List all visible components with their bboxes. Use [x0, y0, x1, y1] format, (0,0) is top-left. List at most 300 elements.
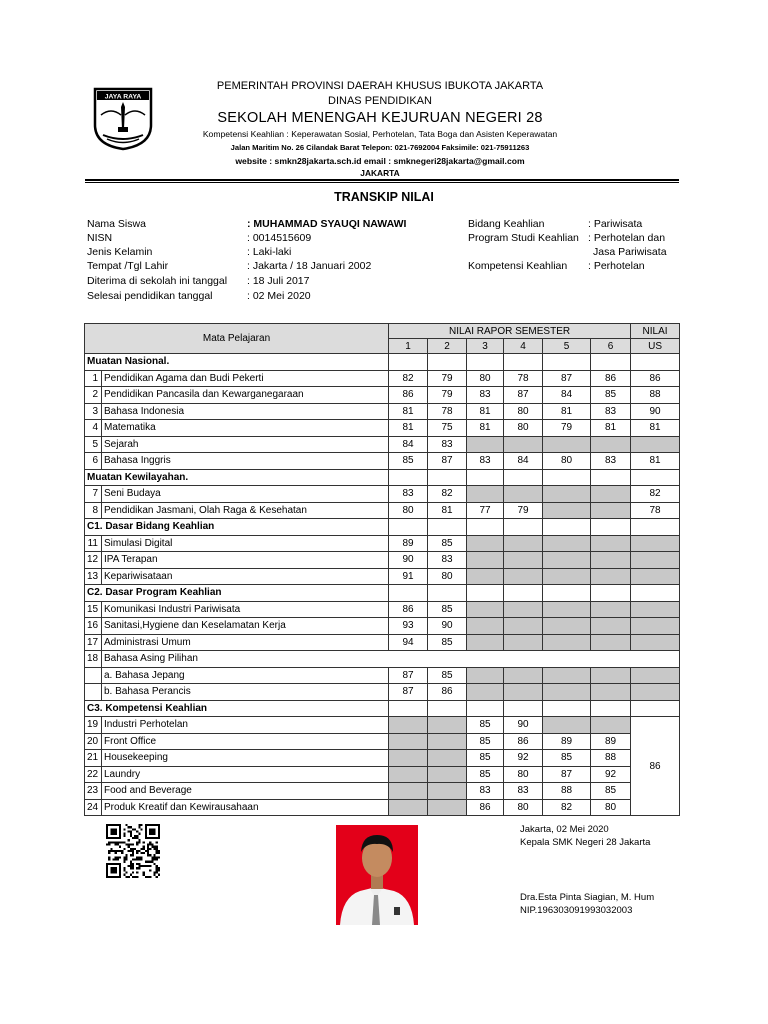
semester-6-score: 85: [591, 783, 631, 800]
empty-cell: [504, 469, 543, 486]
subject-number: 5: [85, 436, 102, 453]
program-value: : Perhotelan dan: [588, 232, 666, 244]
name-value: : MUHAMMAD SYAUQI NAWAWI: [247, 218, 407, 230]
semester-4-score: [504, 618, 543, 635]
name-label: Nama Siswa: [87, 218, 146, 230]
grades-table: [84, 323, 680, 816]
semester-1-score: 91: [389, 568, 428, 585]
semester-5-score: [543, 717, 591, 734]
birth-label: Tempat /Tgl Lahir: [87, 260, 169, 272]
semester-5-score: [543, 568, 591, 585]
subject-number: 2: [85, 387, 102, 404]
semester-3-score: [467, 634, 504, 651]
semester-6-score: [591, 634, 631, 651]
header-competencies: Kompetensi Keahlian : Keperawatan Sosial, Perhotelan, Tata Boga dan Asisten Keperawatan: [202, 129, 558, 139]
subject-row: [85, 766, 680, 783]
subject-name: Pendidikan Agama dan Budi Pekerti: [102, 370, 389, 387]
admit-label: Diterima di sekolah ini tanggal: [87, 275, 228, 287]
empty-cell: [591, 700, 631, 717]
semester-4-score: [504, 436, 543, 453]
semester-5-score: 80: [543, 453, 591, 470]
semester-4-score: [504, 601, 543, 618]
empty-cell: [504, 519, 543, 536]
grades-body: [85, 354, 680, 816]
empty-cell: [428, 469, 467, 486]
subject-name: Seni Budaya: [102, 486, 389, 503]
field-label: Bidang Keahlian: [468, 218, 545, 230]
semester-5-score: [543, 535, 591, 552]
semester-5-score: 88: [543, 783, 591, 800]
section-label: C3. Kompetensi Keahlian: [85, 700, 389, 717]
subject-row: [85, 535, 680, 552]
empty-cell: [591, 585, 631, 602]
semester-3-score: [467, 552, 504, 569]
semester-3-score: 85: [467, 750, 504, 767]
semester-6-score: [591, 436, 631, 453]
semester-3-score: [467, 601, 504, 618]
empty-cell: [543, 700, 591, 717]
subject-number: 22: [85, 766, 102, 783]
semester-4-score: 86: [504, 733, 543, 750]
semester-5-score: 89: [543, 733, 591, 750]
semester-3-header: 3: [467, 339, 504, 354]
semester-1-score: 87: [389, 684, 428, 701]
us-score: 78: [631, 502, 680, 519]
subject-number: 1: [85, 370, 102, 387]
semester-6-score: [591, 601, 631, 618]
subject-number: 8: [85, 502, 102, 519]
semester-1-score: 84: [389, 436, 428, 453]
empty-cell: [428, 519, 467, 536]
section-row: [85, 585, 680, 602]
semester-5-score: [543, 634, 591, 651]
semester-1-score: 90: [389, 552, 428, 569]
subject-number: 23: [85, 783, 102, 800]
semester-5-score: 82: [543, 799, 591, 816]
subject-number: 15: [85, 601, 102, 618]
us-score: [631, 618, 680, 635]
section-label: C2. Dasar Program Keahlian: [85, 585, 389, 602]
semester-6-score: 81: [591, 420, 631, 437]
header-government: PEMERINTAH PROVINSI DAERAH KHUSUS IBUKOTA JAKARTA: [216, 80, 544, 92]
empty-cell: [467, 469, 504, 486]
subject-number: 21: [85, 750, 102, 767]
semester-4-score: 80: [504, 403, 543, 420]
us-score: 90: [631, 403, 680, 420]
semester-6-score: 86: [591, 370, 631, 387]
semester-2-score: [428, 733, 467, 750]
empty-cell: [543, 354, 591, 371]
semester-1-score: [389, 799, 428, 816]
section-row: [85, 519, 680, 536]
program-value-2: Jasa Pariwisata: [593, 246, 667, 258]
semester-4-score: [504, 568, 543, 585]
empty-cell: [591, 354, 631, 371]
empty-cell: [591, 469, 631, 486]
semester-5-score: 87: [543, 766, 591, 783]
subject-row: [85, 568, 680, 585]
semester-3-score: 85: [467, 733, 504, 750]
header-divider: [85, 179, 679, 181]
subject-name: Bahasa Indonesia: [102, 403, 389, 420]
subject-name: Bahasa Inggris: [102, 453, 389, 470]
subject-row: [85, 436, 680, 453]
semester-6-score: 85: [591, 387, 631, 404]
semester-1-score: 82: [389, 370, 428, 387]
empty-cell: [389, 585, 428, 602]
empty-cell: [467, 700, 504, 717]
semester-5-score: 79: [543, 420, 591, 437]
empty-cell: [504, 700, 543, 717]
subject-number: 16: [85, 618, 102, 635]
competency-label: Kompetensi Keahlian: [468, 260, 568, 272]
subject-name: Komunikasi Industri Pariwisata: [102, 601, 389, 618]
semester-3-score: 81: [467, 403, 504, 420]
us-score: [631, 601, 680, 618]
semester-3-score: [467, 618, 504, 635]
semester-6-score: [591, 502, 631, 519]
section-label: Muatan Nasional.: [85, 354, 389, 371]
semester-5-score: [543, 684, 591, 701]
subject-row: [85, 684, 680, 701]
semester-5-score: [543, 667, 591, 684]
semester-3-score: 83: [467, 783, 504, 800]
semester-2-score: 78: [428, 403, 467, 420]
semester-4-score: 87: [504, 387, 543, 404]
subject-name: Bahasa Asing Pilihan: [102, 651, 680, 668]
subject-row: [85, 370, 680, 387]
semester-4-score: [504, 535, 543, 552]
semester-6-score: [591, 486, 631, 503]
semester-3-score: 85: [467, 717, 504, 734]
section-row: [85, 354, 680, 371]
section-row: [85, 469, 680, 486]
semester-4-score: [504, 684, 543, 701]
us-score: [631, 634, 680, 651]
subject-row: [85, 799, 680, 816]
semester-1-score: 85: [389, 453, 428, 470]
semester-6-header: 6: [591, 339, 631, 354]
empty-cell: [428, 354, 467, 371]
semester-3-score: 83: [467, 387, 504, 404]
subject-row: [85, 453, 680, 470]
us-score: [631, 684, 680, 701]
semester-1-score: [389, 766, 428, 783]
semester-4-score: 78: [504, 370, 543, 387]
semester-3-score: [467, 667, 504, 684]
semester-2-score: [428, 750, 467, 767]
us-score: 81: [631, 420, 680, 437]
semester-2-score: 82: [428, 486, 467, 503]
subject-name: IPA Terapan: [102, 552, 389, 569]
empty-cell: [467, 585, 504, 602]
subject-name: Administrasi Umum: [102, 634, 389, 651]
subject-name: Pendidikan Pancasila dan Kewarganegaraan: [102, 387, 389, 404]
subject-name: Matematika: [102, 420, 389, 437]
semester-1-score: 80: [389, 502, 428, 519]
subject-row: [85, 486, 680, 503]
subject-name: Laundry: [102, 766, 389, 783]
semester-5-score: 87: [543, 370, 591, 387]
subject-number: 24: [85, 799, 102, 816]
semester-3-score: [467, 684, 504, 701]
us-score: 88: [631, 387, 680, 404]
us-header: NILAI: [631, 324, 680, 339]
document-title: TRANSKIP NILAI: [334, 190, 434, 204]
us-score: [631, 552, 680, 569]
semester-3-score: 86: [467, 799, 504, 816]
semester-1-score: 87: [389, 667, 428, 684]
header-city: JAKARTA: [360, 168, 400, 178]
header-department: DINAS PENDIDIKAN: [328, 95, 432, 107]
semester-1-score: [389, 783, 428, 800]
gender-label: Jenis Kelamin: [87, 246, 153, 258]
semester-6-score: 83: [591, 403, 631, 420]
subject-row: [85, 420, 680, 437]
empty-cell: [631, 585, 680, 602]
student-photo: [336, 825, 418, 925]
semester-2-score: 81: [428, 502, 467, 519]
subject-number: 3: [85, 403, 102, 420]
subject-name: Produk Kreatif dan Kewirausahaan: [102, 799, 389, 816]
semester-4-score: 92: [504, 750, 543, 767]
semester-1-score: 86: [389, 387, 428, 404]
subject-number: [85, 667, 102, 684]
empty-cell: [428, 585, 467, 602]
semester-4-score: [504, 552, 543, 569]
semester-6-score: [591, 717, 631, 734]
subject-number: 12: [85, 552, 102, 569]
subject-row: [85, 601, 680, 618]
birth-value: : Jakarta / 18 Januari 2002: [247, 260, 372, 272]
semester-5-score: [543, 486, 591, 503]
subject-row: [85, 502, 680, 519]
school-logo: [91, 85, 155, 151]
us-score: [631, 568, 680, 585]
subject-number: 4: [85, 420, 102, 437]
signature-position: Kepala SMK Negeri 28 Jakarta: [520, 837, 651, 848]
semester-5-score: [543, 502, 591, 519]
semester-6-score: 83: [591, 453, 631, 470]
logo-text: JAYA RAYA: [104, 93, 142, 101]
empty-cell: [389, 519, 428, 536]
semester-6-score: [591, 667, 631, 684]
semester-2-score: 85: [428, 535, 467, 552]
subject-name: Pendidikan Jasmani, Olah Raga & Kesehatan: [102, 502, 389, 519]
section-label: Muatan Kewilayahan.: [85, 469, 389, 486]
semester-6-score: 80: [591, 799, 631, 816]
empty-cell: [543, 519, 591, 536]
semester-2-score: 87: [428, 453, 467, 470]
subject-number: 7: [85, 486, 102, 503]
semester-1-score: 83: [389, 486, 428, 503]
subject-number: [85, 684, 102, 701]
subject-row: [85, 717, 680, 734]
header-address: Jalan Maritim No. 26 Cilandak Barat Telepon: 021-7692004 Faksimile: 021-75911263: [230, 143, 530, 152]
semester-2-score: 79: [428, 370, 467, 387]
semester-4-score: 80: [504, 766, 543, 783]
semester-3-score: 81: [467, 420, 504, 437]
semester-1-score: [389, 733, 428, 750]
subject-name: Industri Perhotelan: [102, 717, 389, 734]
section-row: [85, 700, 680, 717]
subject-row: [85, 651, 680, 668]
subject-name: Housekeeping: [102, 750, 389, 767]
subject-number: 17: [85, 634, 102, 651]
semester-3-score: 85: [467, 766, 504, 783]
finish-label: Selesai pendidikan tanggal: [87, 290, 213, 302]
semester-6-score: [591, 568, 631, 585]
subject-number: 6: [85, 453, 102, 470]
empty-cell: [389, 354, 428, 371]
competency-value: : Perhotelan: [588, 260, 645, 272]
semester-3-score: [467, 568, 504, 585]
semester-2-score: 83: [428, 552, 467, 569]
semester-6-score: [591, 684, 631, 701]
signature-place-date: Jakarta, 02 Mei 2020: [520, 824, 609, 835]
empty-cell: [389, 469, 428, 486]
subject-row: [85, 552, 680, 569]
semester-2-header: 2: [428, 339, 467, 354]
admit-value: : 18 Juli 2017: [247, 275, 310, 287]
semester-5-score: 81: [543, 403, 591, 420]
empty-cell: [467, 354, 504, 371]
semester-4-score: [504, 634, 543, 651]
us-header-2: US: [631, 339, 680, 354]
us-score: [631, 436, 680, 453]
subject-header: Mata Pelajaran: [85, 324, 389, 354]
semester-2-score: [428, 766, 467, 783]
semester-5-score: [543, 436, 591, 453]
subject-row: [85, 403, 680, 420]
semester-4-score: 80: [504, 420, 543, 437]
semester-2-score: 83: [428, 436, 467, 453]
subject-name: Food and Beverage: [102, 783, 389, 800]
us-score: 86: [631, 717, 680, 816]
semester-1-score: 93: [389, 618, 428, 635]
subject-name: Front Office: [102, 733, 389, 750]
semester-2-score: 90: [428, 618, 467, 635]
subject-name: b. Bahasa Perancis: [102, 684, 389, 701]
header-divider-thin: [85, 182, 679, 183]
us-score: 81: [631, 453, 680, 470]
semester-4-score: 84: [504, 453, 543, 470]
subject-name: Simulasi Digital: [102, 535, 389, 552]
semester-2-score: 80: [428, 568, 467, 585]
empty-cell: [543, 469, 591, 486]
nisn-value: : 0014515609: [247, 232, 312, 244]
semester-header: NILAI RAPOR SEMESTER: [389, 324, 631, 339]
semester-5-score: [543, 618, 591, 635]
semester-6-score: [591, 618, 631, 635]
subject-row: [85, 750, 680, 767]
semester-4-score: 83: [504, 783, 543, 800]
header-school-name: SEKOLAH MENENGAH KEJURUAN NEGERI 28: [217, 110, 543, 126]
semester-2-score: 85: [428, 634, 467, 651]
subject-name: Kepariwisataan: [102, 568, 389, 585]
subject-number: 19: [85, 717, 102, 734]
subject-row: [85, 783, 680, 800]
nisn-label: NISN: [87, 232, 113, 244]
subject-row: [85, 387, 680, 404]
semester-4-score: 79: [504, 502, 543, 519]
empty-cell: [428, 700, 467, 717]
semester-3-score: [467, 436, 504, 453]
semester-3-score: 83: [467, 453, 504, 470]
subject-name: Sanitasi,Hygiene dan Keselamatan Kerja: [102, 618, 389, 635]
empty-cell: [504, 585, 543, 602]
signatory-name: Dra.Esta Pinta Siagian, M. Hum: [520, 892, 655, 903]
semester-2-score: 86: [428, 684, 467, 701]
semester-3-score: 80: [467, 370, 504, 387]
gender-value: : Laki-laki: [247, 246, 292, 258]
semester-6-score: 89: [591, 733, 631, 750]
semester-2-score: 79: [428, 387, 467, 404]
semester-4-score: 80: [504, 799, 543, 816]
semester-6-score: 92: [591, 766, 631, 783]
semester-1-score: [389, 717, 428, 734]
empty-cell: [543, 585, 591, 602]
empty-cell: [389, 700, 428, 717]
semester-4-header: 4: [504, 339, 543, 354]
semester-5-score: 84: [543, 387, 591, 404]
semester-1-header: 1: [389, 339, 428, 354]
semester-4-score: [504, 667, 543, 684]
subject-row: [85, 634, 680, 651]
subject-number: 20: [85, 733, 102, 750]
semester-2-score: 85: [428, 667, 467, 684]
section-label: C1. Dasar Bidang Keahlian: [85, 519, 389, 536]
program-label: Program Studi Keahlian: [468, 232, 579, 244]
semester-5-score: 85: [543, 750, 591, 767]
semester-1-score: [389, 750, 428, 767]
subject-row: [85, 667, 680, 684]
us-score: 82: [631, 486, 680, 503]
field-value: : Pariwisata: [588, 218, 643, 230]
semester-4-score: 90: [504, 717, 543, 734]
header-website: website : smkn28jakarta.sch.id email : smknegeri28jakarta@gmail.com: [235, 156, 525, 166]
empty-cell: [631, 354, 680, 371]
semester-3-score: [467, 535, 504, 552]
semester-6-score: [591, 535, 631, 552]
subject-number: 13: [85, 568, 102, 585]
semester-2-score: 85: [428, 601, 467, 618]
subject-row: [85, 733, 680, 750]
empty-cell: [504, 354, 543, 371]
semester-1-score: 94: [389, 634, 428, 651]
semester-2-score: [428, 783, 467, 800]
semester-1-score: 81: [389, 420, 428, 437]
us-score: 86: [631, 370, 680, 387]
semester-4-score: [504, 486, 543, 503]
semester-2-score: [428, 717, 467, 734]
semester-5-score: [543, 601, 591, 618]
empty-cell: [631, 700, 680, 717]
subject-number: 11: [85, 535, 102, 552]
semester-2-score: 75: [428, 420, 467, 437]
semester-3-score: [467, 486, 504, 503]
semester-2-score: [428, 799, 467, 816]
semester-5-score: [543, 552, 591, 569]
semester-1-score: 86: [389, 601, 428, 618]
subject-name: Sejarah: [102, 436, 389, 453]
empty-cell: [591, 519, 631, 536]
empty-cell: [631, 469, 680, 486]
finish-value: : 02 Mei 2020: [247, 290, 311, 302]
semester-1-score: 89: [389, 535, 428, 552]
subject-number: 18: [85, 651, 102, 668]
empty-cell: [467, 519, 504, 536]
